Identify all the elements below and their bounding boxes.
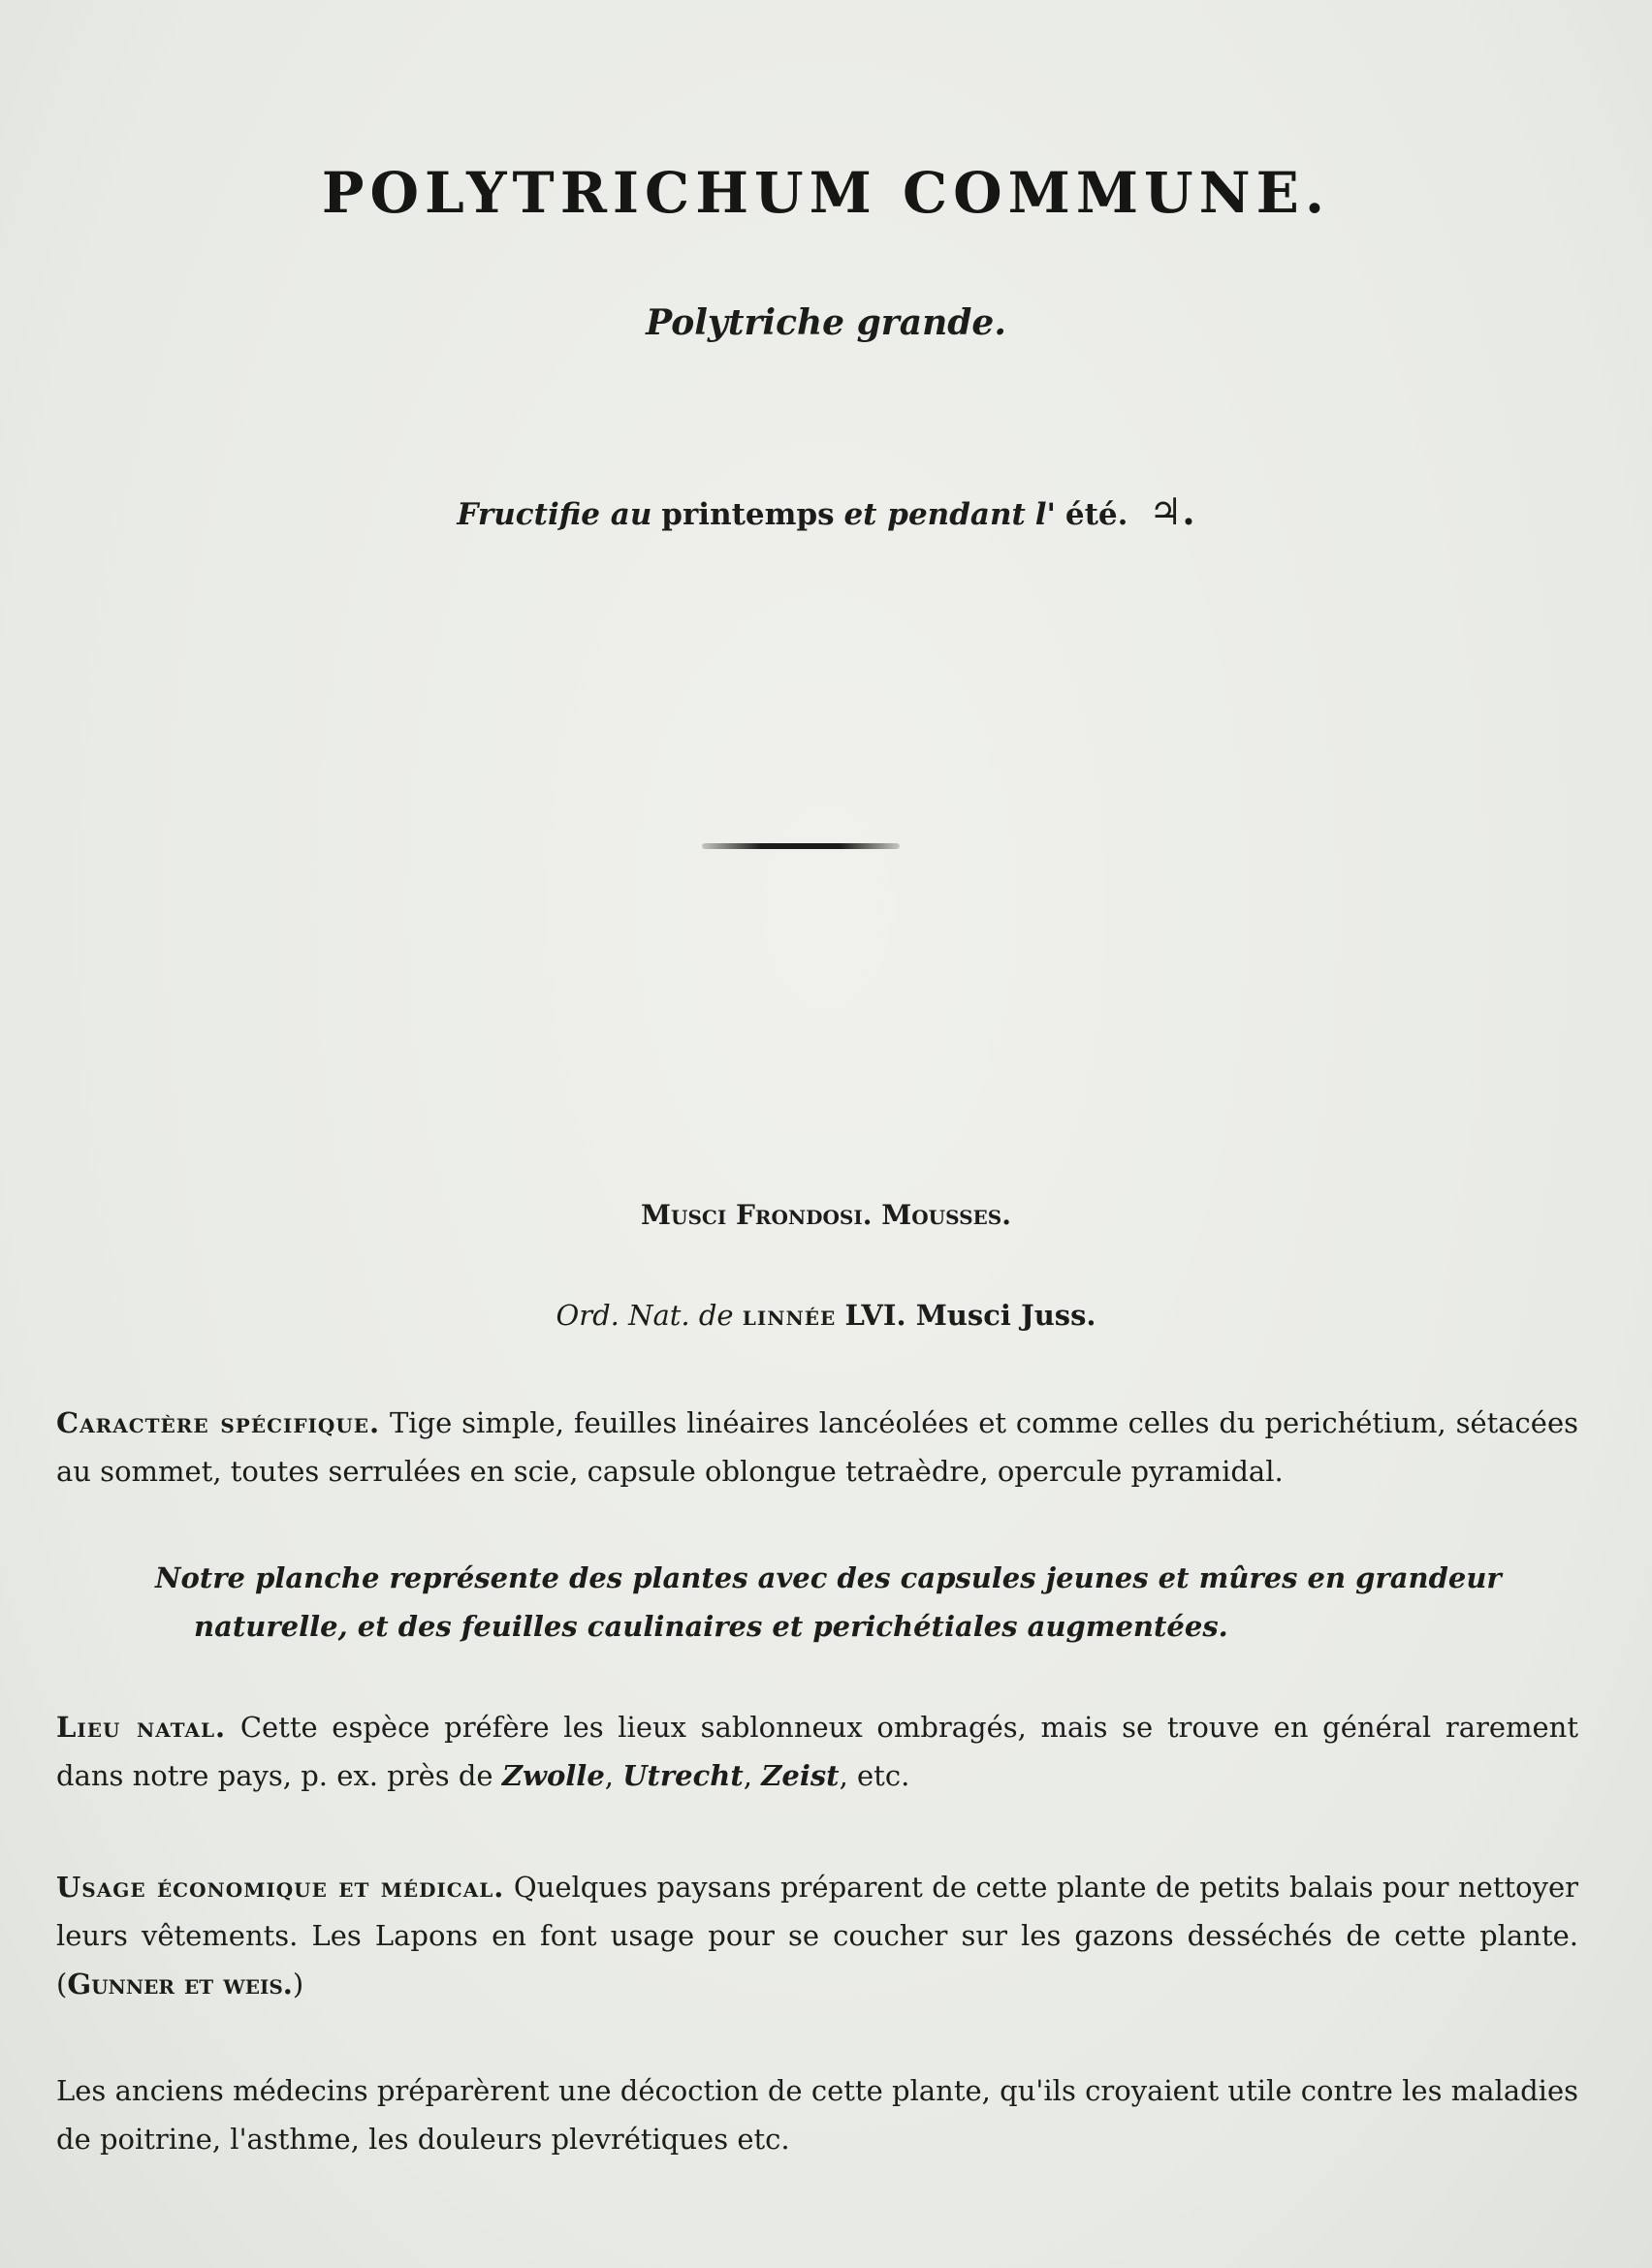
fructification-part4: l' bbox=[1034, 497, 1056, 532]
note-paragraph bbox=[155, 1554, 1578, 1651]
fructification-part3: et pendant bbox=[843, 497, 1026, 532]
anciens-paragraph: Les anciens médecins préparèrent une décoction de cette plante, qu'ils croyaient utile contre les maladies de poitrine, l'asthme, les douleurs plevrétiques etc. bbox=[56, 2074, 1578, 2156]
caractere-paragraph bbox=[56, 1399, 1578, 1496]
lieu-text1: Cette espèce préfère les lieux sablonneux ombragés, mais se trouve en général rarement dans notre pays, p. ex. près de bbox=[56, 1711, 1579, 1792]
lieu-place1: Zwolle bbox=[501, 1759, 605, 1792]
lieu-label: Lieu natal. bbox=[56, 1711, 227, 1744]
lieu-sep1: , bbox=[604, 1759, 614, 1792]
note-line1: Notre planche représente des plantes avec des capsules jeunes et mûres en grandeur bbox=[155, 1561, 1502, 1594]
perennial-symbol: ♃. bbox=[1149, 489, 1195, 533]
lieu-paragraph bbox=[56, 1703, 1578, 1800]
order-linnee: linnée bbox=[742, 1299, 837, 1332]
usage-paragraph bbox=[56, 1863, 1578, 2008]
order-line bbox=[0, 1299, 1652, 1332]
decorative-rule bbox=[702, 843, 900, 849]
fructification-line bbox=[0, 489, 1652, 533]
usage-label: Usage économique et médical. bbox=[56, 1871, 505, 1904]
fructification-part5: été. bbox=[1064, 497, 1128, 532]
usage-text: Quelques paysans préparent de cette plante de petits balais pour nettoyer leurs vêtements. Les Lapons en font usage pour se coucher sur les gazons desséchés de cette plante. ( bbox=[56, 1871, 1579, 2000]
lieu-sep2: , bbox=[743, 1759, 752, 1792]
page-subtitle: Polytriche grande. bbox=[646, 302, 1006, 343]
usage-close: ) bbox=[292, 1968, 304, 2000]
lieu-place3: Zeist bbox=[761, 1759, 840, 1792]
page-title: POLYTRICHUM COMMUNE. bbox=[321, 160, 1331, 226]
order-suffix: LVI. Musci Juss. bbox=[844, 1299, 1096, 1332]
lieu-place2: Utrecht bbox=[622, 1759, 744, 1792]
lieu-text2: , etc. bbox=[839, 1759, 910, 1792]
order-prefix: Ord. Nat. de bbox=[556, 1299, 734, 1332]
caractere-text: Tige simple, feuilles linéaires lancéolées et comme celles du perichétium, sétacées au sommet, toutes serrulées en scie, capsule oblongue tetraèdre, opercule pyramidal. bbox=[56, 1406, 1579, 1488]
fructification-part2: printemps bbox=[661, 497, 835, 532]
usage-authors: Gunner et weis. bbox=[67, 1968, 293, 2000]
fructification-part1: Fructifie au bbox=[457, 497, 652, 532]
note-line2: naturelle, et des feuilles caulinaires et perichétiales augmentées. bbox=[194, 1610, 1228, 1643]
caractere-label: Caractère spécifique. bbox=[56, 1406, 381, 1439]
classification-line: Musci Frondosi. Mousses. bbox=[641, 1199, 1011, 1231]
